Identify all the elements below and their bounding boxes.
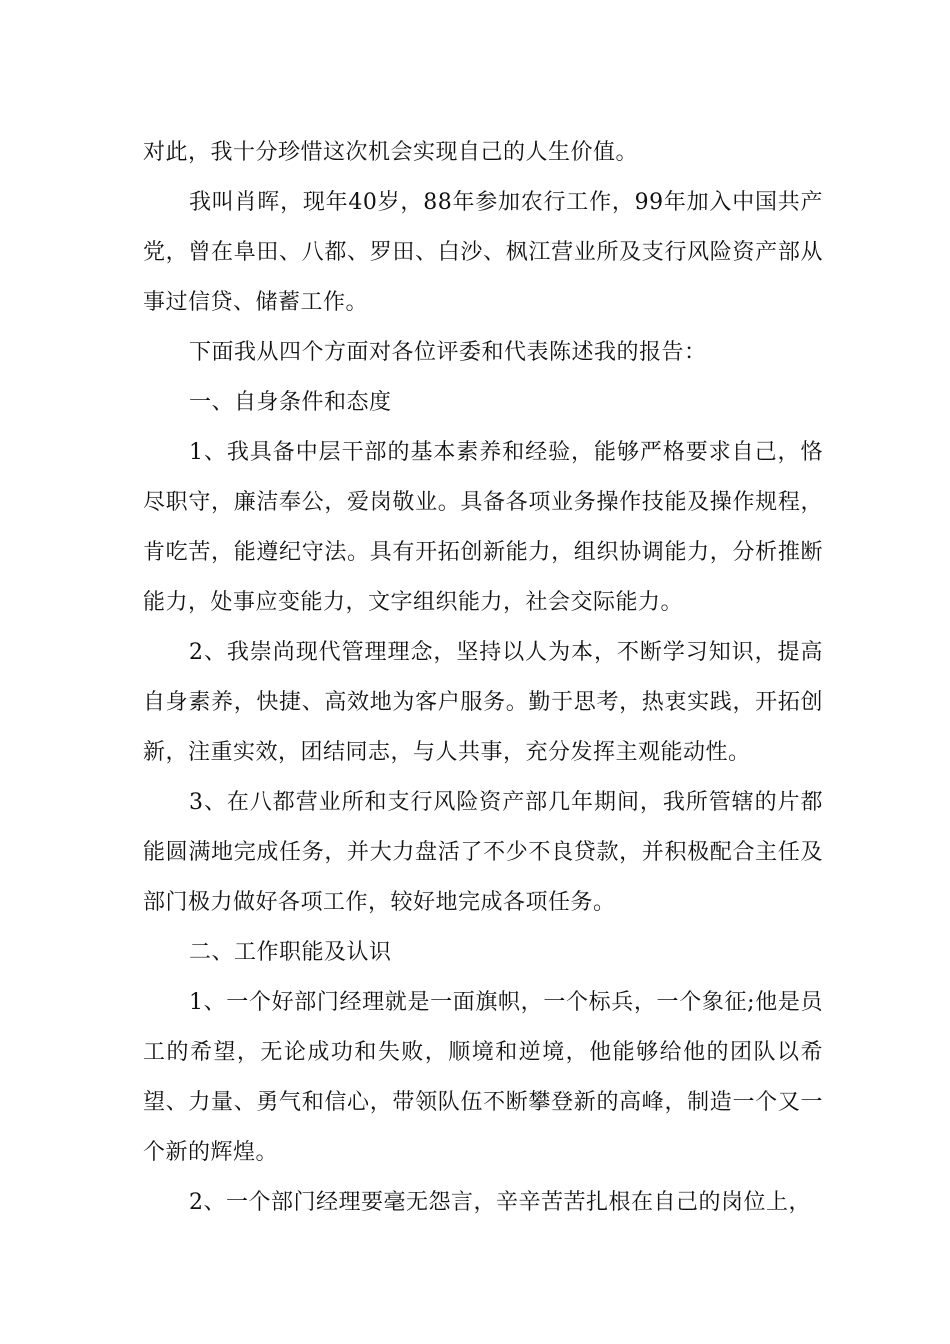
section-heading-2: 二、工作职能及认识 bbox=[189, 940, 392, 965]
paragraph-item-1-1: 1、我具备中层干部的基本素养和经验，能够严格要求自己，恪尽职守，廉洁奉公，爱岗敬业。具备各项业务操作技能及操作规程，肯吃苦，能遵纪守法。具有开拓创新能力，组织协调能力，分析推断能力，处事应变能力，文字组织能力，社会交际能力。 bbox=[143, 440, 823, 615]
paragraph-item-2-1: 1、一个好部门经理就是一面旗帜，一个标兵，一个象征;他是员工的希望，无论成功和失败，顺境和逆境，他能够给他的团队以希望、力量、勇气和信心，带领队伍不断攀登新的高峰，制造一个又一个新的辉煌。 bbox=[143, 990, 823, 1165]
paragraph-self-introduction: 我叫肖晖，现年40岁，88年参加农行工作，99年加入中国共产党，曾在阜田、八都、罗田、白沙、枫江营业所及支行风险资产部从事过信贷、储蓄工作。 bbox=[143, 190, 823, 315]
paragraph-continuation: 对此，我十分珍惜这次机会实现自己的人生价值。 bbox=[143, 140, 639, 165]
paragraph-item-2-2: 2、一个部门经理要毫无怨言，辛辛苦苦扎根在自己的岗位上， bbox=[189, 1190, 811, 1215]
paragraph-report-intro: 下面我从四个方面对各位评委和代表陈述我的报告： bbox=[189, 340, 707, 365]
paragraph-item-1-3: 3、在八都营业所和支行风险资产部几年期间，我所管辖的片都能圆满地完成任务，并大力盘活了不少不良贷款，并积极配合主任及部门极力做好各项工作，较好地完成各项任务。 bbox=[143, 790, 823, 915]
section-heading-1: 一、自身条件和态度 bbox=[189, 390, 392, 415]
paragraph-item-1-2: 2、我崇尚现代管理理念，坚持以人为本，不断学习知识，提高自身素养，快捷、高效地为客户服务。勤于思考，热衷实践，开拓创新，注重实效，团结同志，与人共事，充分发挥主观能动性。 bbox=[143, 640, 823, 765]
document-body bbox=[143, 128, 823, 1228]
